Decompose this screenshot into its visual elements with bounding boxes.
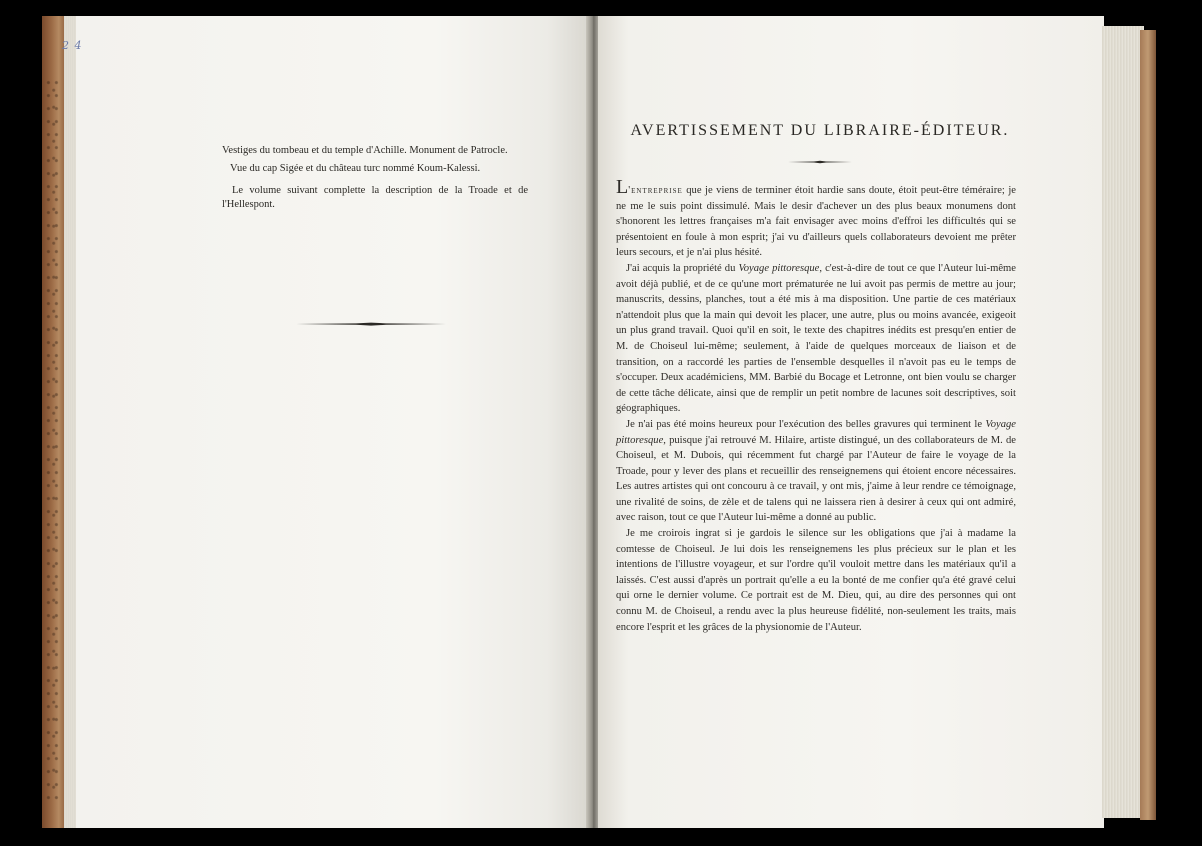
shelf-mark: 2 4	[62, 39, 83, 52]
paragraph-2-italic: Voyage pittoresque	[738, 262, 820, 274]
paragraph-3-italic: Voyage pittoresque	[616, 418, 1016, 446]
left-page	[76, 16, 588, 828]
left-line-1: Vestiges du tombeau et du temple d'Achille. Monument de Patrocle.	[222, 145, 508, 156]
drop-cap: L	[616, 176, 629, 198]
paragraph-3-end: , puisque j'ai retrouvé M. Hilaire, artiste distingué, un des collaborateurs de M. de Choiseul, et M. Dubois, qui récemment fut chargé par l'Auteur de faire le voyage de la Troade, pour y lever des plans et recueillir des renseignemens qui étoient encore nécessaires. Les autres artistes qui ont concouru à ce travail, y ont mis, j'aime à leur rendre ce témoignage, une rivalité de soins, de zèle et de talens qui ne laissera rien à desirer à ceux qui ont admiré, avec raison, tout ce que l'Auteur lui-même a donné au public.	[616, 434, 1016, 524]
body-text	[616, 176, 1016, 635]
paragraph-1	[616, 176, 1016, 261]
left-ornamental-rule	[296, 322, 446, 326]
paragraph-2-end: , c'est-à-dire de tout ce que l'Auteur lui-même avoit déjà publié, et de ce qu'une mort prématurée ne lui avoit pas permis de mettre au jour; manuscrits, dessins, planches, tout a été mis à ma disposition. Une partie de ces matériaux n'attendoit plus que la main qui devoit les placer, une autre, plus ou moins avancée, exigeoit un plus grand travail. Quoi qu'il en soit, le texte des chapitres inédits est presqu'en entier de M. de Choiseul lui-même; seulement, à l'aide de quelques morceaux de liaison et de transition, on a raccordé les parties de l'ensemble desquelles il n'avoit pas eu le temps de s'occuper. Deux académiciens, MM. Barbié du Bocage et Letronne, ont bien voulu se charger de cette tâche délicate, ainsi que de remplir un petit nombre de lacunes soit descriptives, soit géographiques.	[616, 262, 1016, 415]
left-line-3: Le volume suivant complette la description de la Troade et de l'Hellespont.	[222, 185, 528, 210]
right-page-edges	[1102, 26, 1144, 818]
small-caps-word: 'entreprise	[628, 185, 683, 196]
paragraph-4: Je me croirois ingrat si je gardois le silence sur les obligations que j'ai à madame la comtesse de Choiseul. Je lui dois les renseignemens les plus précieux sur le plan et les intentions de l'illustre voyageur, et sur l'ordre qu'il vouloit mettre dans les matériaux qu'il a laissés. C'est aussi d'après un portrait qu'elle a eu la bonté de me confier qu'a été gravé celui qui orne le dernier volume. Ce portrait est de M. Dieu, qui, au dire des personnes qui ont connu M. de Choiseul, a rendu avec la plus heureuse fidélité, non-seulement les traits, mais encore l'esprit et les grâces de la physionomie de l'Auteur.	[616, 528, 1016, 633]
right-cover-board	[1140, 30, 1156, 820]
title-ornamental-rule	[788, 160, 852, 164]
paragraph-1-text: que je viens de terminer étoit hardie sans doute, étoit peut-être téméraire; je ne me le suis point dissimulé. Mais le desir d'achever un des plus beaux monumens dont s'honorent les lettres françaises m'a fait envisager avec moins d'effroi les difficultés qui se présentoient en foule à mon esprit; j'ai vu d'ailleurs quels collaborateurs devoient me prêter leurs secours, et je n'ai plus hésité.	[616, 185, 1016, 259]
page-title: AVERTISSEMENT DU LIBRAIRE-ÉDITEUR.	[630, 122, 1010, 139]
left-page-text	[222, 144, 528, 216]
paragraph-3	[616, 417, 1016, 526]
paragraph-2-start: J'ai acquis la propriété du	[626, 262, 739, 274]
left-cover-marbling	[46, 80, 62, 800]
paragraph-2	[616, 261, 1016, 417]
left-line-2: Vue du cap Sigée et du château turc nommé Koum-Kalessi.	[230, 163, 481, 174]
paragraph-3-start: Je n'ai pas été moins heureux pour l'exécution des belles gravures qui terminent le	[626, 418, 986, 430]
